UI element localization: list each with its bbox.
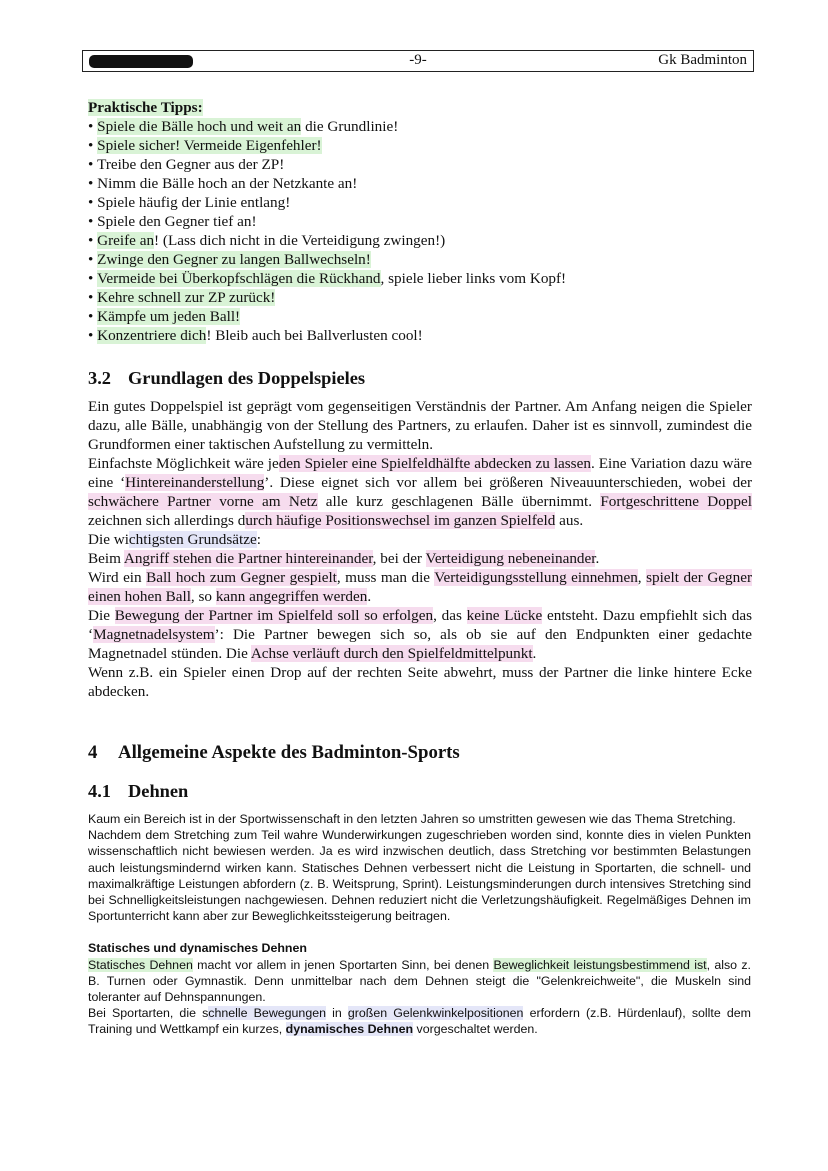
tip-item: • Treibe den Gegner aus der ZP! (88, 155, 752, 174)
practical-tips (88, 98, 752, 345)
tip-item: • Konzentriere dich! Bleib auch bei Ballverlusten cool! (88, 326, 752, 345)
tip-item: • Vermeide bei Überkopfschlägen die Rückhand, spiele lieber links vom Kopf! (88, 269, 752, 288)
paragraph: Statisches Dehnen macht vor allem in jenen Sportarten Sinn, bei denen Beweglichkeit leistungsbestimmend ist, also z. B. Turnen oder Gymnastik. Denn unmittelbar nach dem Dehnen steigt die "Gelenkreichweite", die Muskeln sind toleranter auf Dehnspannungen. (88, 957, 751, 1005)
paragraph: Wird ein Ball hoch zum Gegner gespielt, muss man die Verteidigungsstellung einnehmen, spielt der Gegner einen hohen Ball, so kann angegriffen werden. (88, 569, 753, 605)
paragraph: Beim Angriff stehen die Partner hintereinander, bei der Verteidigung nebeneinander. (88, 550, 600, 567)
section-number: 4.1 (88, 781, 111, 801)
tip-item: • Spiele die Bälle hoch und weit an die Grundlinie! (88, 117, 752, 136)
tip-item: • Zwinge den Gegner zu langen Ballwechseln! (88, 250, 752, 269)
tip-item: • Spiele den Gegner tief an! (88, 212, 752, 231)
section-number: 4 (88, 742, 98, 763)
tip-item: • Greife an! (Lass dich nicht in die Verteidigung zwingen!) (88, 231, 752, 250)
section-number: 3.2 (88, 368, 111, 388)
section-title: Allgemeine Aspekte des Badminton-Sports (118, 742, 460, 763)
paragraph: Die Bewegung der Partner im Spielfeld soll so erfolgen, das keine Lücke entsteht. Dazu empfiehlt sich das ‘Magnetnadelsystem’: Die Partner bewegen sich so, als ob sie auf den Endpunkten einer gedachte Magnetnadel stünden. Die Achse verläuft durch den Spielfeldmittelpunkt. (88, 607, 752, 662)
section-heading-3-2 (88, 368, 365, 389)
tip-item: • Nimm die Bälle hoch an der Netzkante an! (88, 174, 752, 193)
tip-item: • Kämpfe um jeden Ball! (88, 307, 752, 326)
section-heading-4 (88, 742, 460, 764)
paragraph: Einfachste Möglichkeit wäre jeden Spieler eine Spielfeldhälfte abdecken zu lassen. Eine Variation dazu wäre eine ‘Hintereinanderstellung’. Diese eignet sich vor allem bei größeren Niveauunterschieden, wobei der schwächere Partner vorne am Netz alle kurz geschlagenen Bälle übernimmt. Fortgeschrittene Doppel zeichnen sich allerdings durch häufige Positionswechsel im ganzen Spielfeld aus. (88, 455, 752, 529)
page-header (82, 50, 754, 72)
tip-item: • Spiele sicher! Vermeide Eigenfehler! (88, 136, 752, 155)
paragraph: Ein gutes Doppelspiel ist geprägt vom gegenseitigen Verständnis der Partner. Am Anfang neigen die Spieler dazu, alle Bälle, unabhängig von der Stellung des Partners, zu erlaufen. Daher ist es sinnvoll, zumindest die Grundformen einer taktischen Aufstellung zu vermitteln. (88, 398, 752, 453)
paragraph: Die wichtigsten Grundsätze: (88, 531, 261, 548)
section-3-2-body (88, 397, 752, 701)
tip-item: • Spiele häufig der Linie entlang! (88, 193, 752, 212)
section-title: Dehnen (128, 781, 189, 801)
course-title: Gk Badminton (658, 52, 747, 68)
tip-item: • Kehre schnell zur ZP zurück! (88, 288, 752, 307)
section-4-1-body (88, 811, 751, 1038)
paragraph: Wenn z.B. ein Spieler einen Drop auf der rechten Seite abwehrt, muss der Partner die linke hintere Ecke abdecken. (88, 664, 752, 700)
paragraph: Bei Sportarten, die schnelle Bewegungen in großen Gelenkwinkelpositionen erfordern (z.B. Hürdenlauf), sollte dem Training und Wettkampf ein kurzes, dynamisches Dehnen vorgeschaltet werden. (88, 1006, 751, 1037)
section-title: Grundlagen des Doppelspieles (128, 368, 366, 388)
subheading: Statisches und dynamisches Dehnen (88, 941, 307, 956)
paragraph: Nachdem dem Stretching zum Teil wahre Wunderwirkungen zugeschrieben worden sind, konnte dies in vielen Punkten wissenschaftlich nicht bewiesen werden. Ja es wird inzwischen deutlich, dass Stretching vor bestimmten Belastungen auch leistungsmindernd wirken kann. Statisches Dehnen verbessert nicht die Leistung in Sportarten, die schnell- und maximalkräftige Leistungen abfordern (z. B. Weitsprung, Sprint). Leistungsminderungen durch intensives Stretching sind bei Schnelligkeitsleistungen nachgewiesen. Dehnen reduziert nicht die Verletzungshäufigkeit. Regelmäßiges Dehnen im Sportunterricht kann aber zur Beweglichkeitssteigerung beitragen. (88, 828, 751, 924)
page-number: -9- (409, 52, 427, 68)
section-heading-4-1 (88, 781, 188, 802)
tips-heading: Praktische Tipps: (88, 99, 203, 116)
paragraph: Kaum ein Bereich ist in der Sportwissenschaft in den letzten Jahren so umstritten gewesen wie das Thema Stretching. (88, 812, 736, 826)
tips-list (88, 117, 752, 345)
